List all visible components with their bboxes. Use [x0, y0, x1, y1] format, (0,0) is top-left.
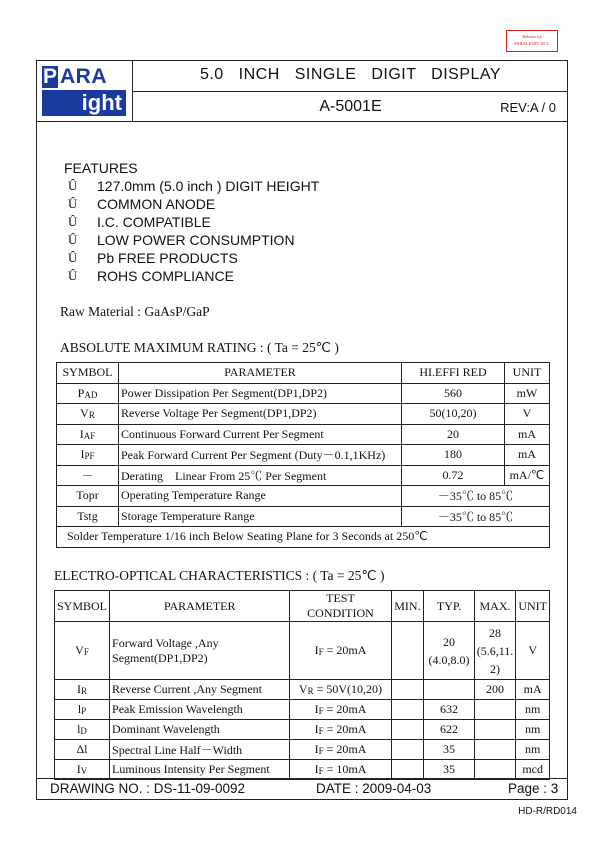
symbol-cell: $V_R$: [57, 404, 119, 425]
min-cell: [391, 680, 424, 700]
bullet-icon: Û: [68, 268, 78, 283]
max-cell: [474, 700, 516, 720]
header-parameter: PARAMETER: [119, 363, 402, 384]
paralight-logo: [42, 66, 128, 118]
solder-note: Solder Temperature 1/16 inch Below Seating Plane for 3 Seconds at 250℃: [57, 527, 550, 548]
condition-cell: $I_F = 20mA$: [290, 622, 391, 680]
parameter-cell: Forward Voltage ,Any Segment(DP1,DP2): [110, 622, 290, 680]
parameter-cell: Reverse Current ,Any Segment: [110, 680, 290, 700]
table-row: [55, 760, 550, 780]
max-cell: 200: [474, 680, 516, 700]
feature-text: 127.0mm (5.0 inch ) DIGIT HEIGHT: [97, 178, 320, 194]
symbol-cell: $I_V$: [55, 760, 110, 780]
value-cell: －35℃ to 85℃: [402, 506, 550, 527]
condition-cell: $I_F = 20mA$: [290, 700, 391, 720]
unit-cell: nm: [516, 720, 550, 740]
parameter-cell: Luminous Intensity Per Segment: [110, 760, 290, 780]
typ-cell: [424, 680, 474, 700]
parameter-cell: Spectral Line Half－Width: [110, 740, 290, 760]
logo-bottom-text: ight: [42, 90, 126, 116]
eo-table: [54, 590, 550, 780]
value-cell: －35℃ to 85℃: [402, 486, 550, 507]
symbol-cell: $I_{PF}$: [57, 445, 119, 466]
header-part-row: [133, 92, 568, 122]
abs-max-table: [56, 362, 550, 548]
feature-item: [64, 195, 319, 213]
table-row: [55, 720, 550, 740]
max-cell: [474, 740, 516, 760]
feature-item: [64, 231, 319, 249]
min-cell: [391, 740, 424, 760]
parameter-cell: Operating Temperature Range: [119, 486, 402, 507]
table-row: [55, 700, 550, 720]
unit-cell: mA: [505, 424, 550, 445]
symbol-cell: $l_D$: [55, 720, 110, 740]
symbol-cell: Tstg: [57, 506, 119, 527]
raw-material: Raw Material : GaAsP/GaP: [60, 304, 210, 319]
table-row: [55, 622, 550, 680]
typ-cell: 20 (4.0,8.0): [424, 622, 474, 680]
header-min: MIN.: [391, 591, 424, 622]
min-cell: [391, 720, 424, 740]
release-stamp: [506, 30, 558, 52]
table-row: [57, 383, 550, 404]
parameter-cell: Derating Linear From 25℃ Per Segment: [119, 465, 402, 486]
revision: REV:A / 0: [500, 100, 556, 115]
header-value: HI.EFFI RED: [402, 363, 505, 384]
table-header-row: [57, 363, 550, 384]
condition-cell: $I_F = 10mA$: [290, 760, 391, 780]
table-note-row: [57, 527, 550, 548]
value-cell: 560: [402, 383, 505, 404]
table-row: [57, 486, 550, 507]
symbol-cell: $P_{AD}$: [57, 383, 119, 404]
condition-cell: $V_R = 50V(10,20)$: [290, 680, 391, 700]
eo-title: ELECTRO-OPTICAL CHARACTERISTICS : ( Ta = 25℃ ): [54, 568, 385, 583]
symbol-cell: $V_F$: [55, 622, 110, 680]
footer-divider: [36, 778, 568, 779]
table-row: [55, 680, 550, 700]
parameter-cell: Power Dissipation Per Segment(DP1,DP2): [119, 383, 402, 404]
stamp-line-2: PARALIGHT DCC: [514, 41, 550, 46]
table-row: [57, 465, 550, 486]
form-code: HD-R/RD014: [518, 806, 577, 817]
feature-item: [64, 249, 319, 267]
symbol-cell: Topr: [57, 486, 119, 507]
parameter-cell: Peak Emission Wavelength: [110, 700, 290, 720]
table-row: [57, 445, 550, 466]
logo-cell: [36, 60, 133, 122]
typ-cell: 622: [424, 720, 474, 740]
bullet-icon: Û: [68, 232, 78, 247]
value-cell: 50(10,20): [402, 404, 505, 425]
parameter-cell: Reverse Voltage Per Segment(DP1,DP2): [119, 404, 402, 425]
parameter-cell: Dominant Wavelength: [110, 720, 290, 740]
max-cell: [474, 760, 516, 780]
features-list: [64, 160, 319, 285]
typ-cell: 35: [424, 760, 474, 780]
parameter-cell: Storage Temperature Range: [119, 506, 402, 527]
document-date: DATE : 2009-04-03: [316, 781, 432, 796]
table-header-row: [55, 591, 550, 622]
condition-cell: $I_F = 20mA$: [290, 740, 391, 760]
feature-text: Pb FREE PRODUCTS: [97, 250, 238, 266]
header-condition: TEST CONDITION: [290, 591, 391, 622]
drawing-number: DRAWING NO. : DS-11-09-0092: [50, 781, 246, 796]
feature-text: I.C. COMPATIBLE: [97, 214, 211, 230]
unit-cell: mA/℃: [505, 465, 550, 486]
unit-cell: mW: [505, 383, 550, 404]
symbol-cell: Δl: [55, 740, 110, 760]
table-row: [55, 740, 550, 760]
feature-text: ROHS COMPLIANCE: [97, 268, 234, 284]
unit-cell: nm: [516, 700, 550, 720]
header-symbol: SYMBOL: [57, 363, 119, 384]
feature-item: [64, 267, 319, 285]
parameter-cell: Continuous Forward Current Per Segment: [119, 424, 402, 445]
part-number: A-5001E: [319, 98, 382, 115]
symbol-cell: $l_P$: [55, 700, 110, 720]
unit-cell: mA: [516, 680, 550, 700]
bullet-icon: Û: [68, 214, 78, 229]
unit-cell: mcd: [516, 760, 550, 780]
header-title-row: [133, 60, 568, 92]
min-cell: [391, 760, 424, 780]
header-symbol: SYMBOL: [55, 591, 110, 622]
table-row: [57, 424, 550, 445]
logo-top-text: ARA: [60, 65, 107, 88]
features-heading: FEATURES: [64, 160, 138, 176]
typ-cell: 632: [424, 700, 474, 720]
min-cell: [391, 622, 424, 680]
feature-text: LOW POWER CONSUMPTION: [97, 232, 295, 248]
header-max: MAX.: [474, 591, 516, 622]
unit-cell: V: [505, 404, 550, 425]
symbol-cell: $I_R$: [55, 680, 110, 700]
page-number: Page : 3: [508, 781, 559, 796]
max-cell: [474, 720, 516, 740]
feature-text: COMMON ANODE: [97, 196, 216, 212]
header-unit: UNIT: [505, 363, 550, 384]
min-cell: [391, 700, 424, 720]
document-title: 5.0 INCH SINGLE DIGIT DISPLAY: [199, 66, 502, 83]
header-parameter: PARAMETER: [110, 591, 290, 622]
value-cell: 0.72: [402, 465, 505, 486]
table-row: [57, 506, 550, 527]
condition-cell: $I_F = 20mA$: [290, 720, 391, 740]
typ-cell: 35: [424, 740, 474, 760]
bullet-icon: Û: [68, 196, 78, 211]
header-unit: UNIT: [516, 591, 550, 622]
table-row: [57, 404, 550, 425]
symbol-cell: $I_{AF}$: [57, 424, 119, 445]
symbol-cell: －: [57, 465, 119, 486]
unit-cell: mA: [505, 445, 550, 466]
feature-item: [64, 213, 319, 231]
unit-cell: nm: [516, 740, 550, 760]
max-cell: 28 (5.6,11. 2): [474, 622, 516, 680]
feature-item: [64, 177, 319, 195]
unit-cell: V: [516, 622, 550, 680]
abs-max-title: ABSOLUTE MAXIMUM RATING : ( Ta = 25℃ ): [60, 340, 339, 355]
logo-letter-p: P: [42, 65, 57, 88]
header-typ: TYP.: [424, 591, 474, 622]
parameter-cell: Peak Forward Current Per Segment (Duty－0.1,1KHz): [119, 445, 402, 466]
bullet-icon: Û: [68, 250, 78, 265]
stamp-line-1: Release by: [522, 34, 542, 39]
value-cell: 180: [402, 445, 505, 466]
value-cell: 20: [402, 424, 505, 445]
bullet-icon: Û: [68, 178, 78, 193]
